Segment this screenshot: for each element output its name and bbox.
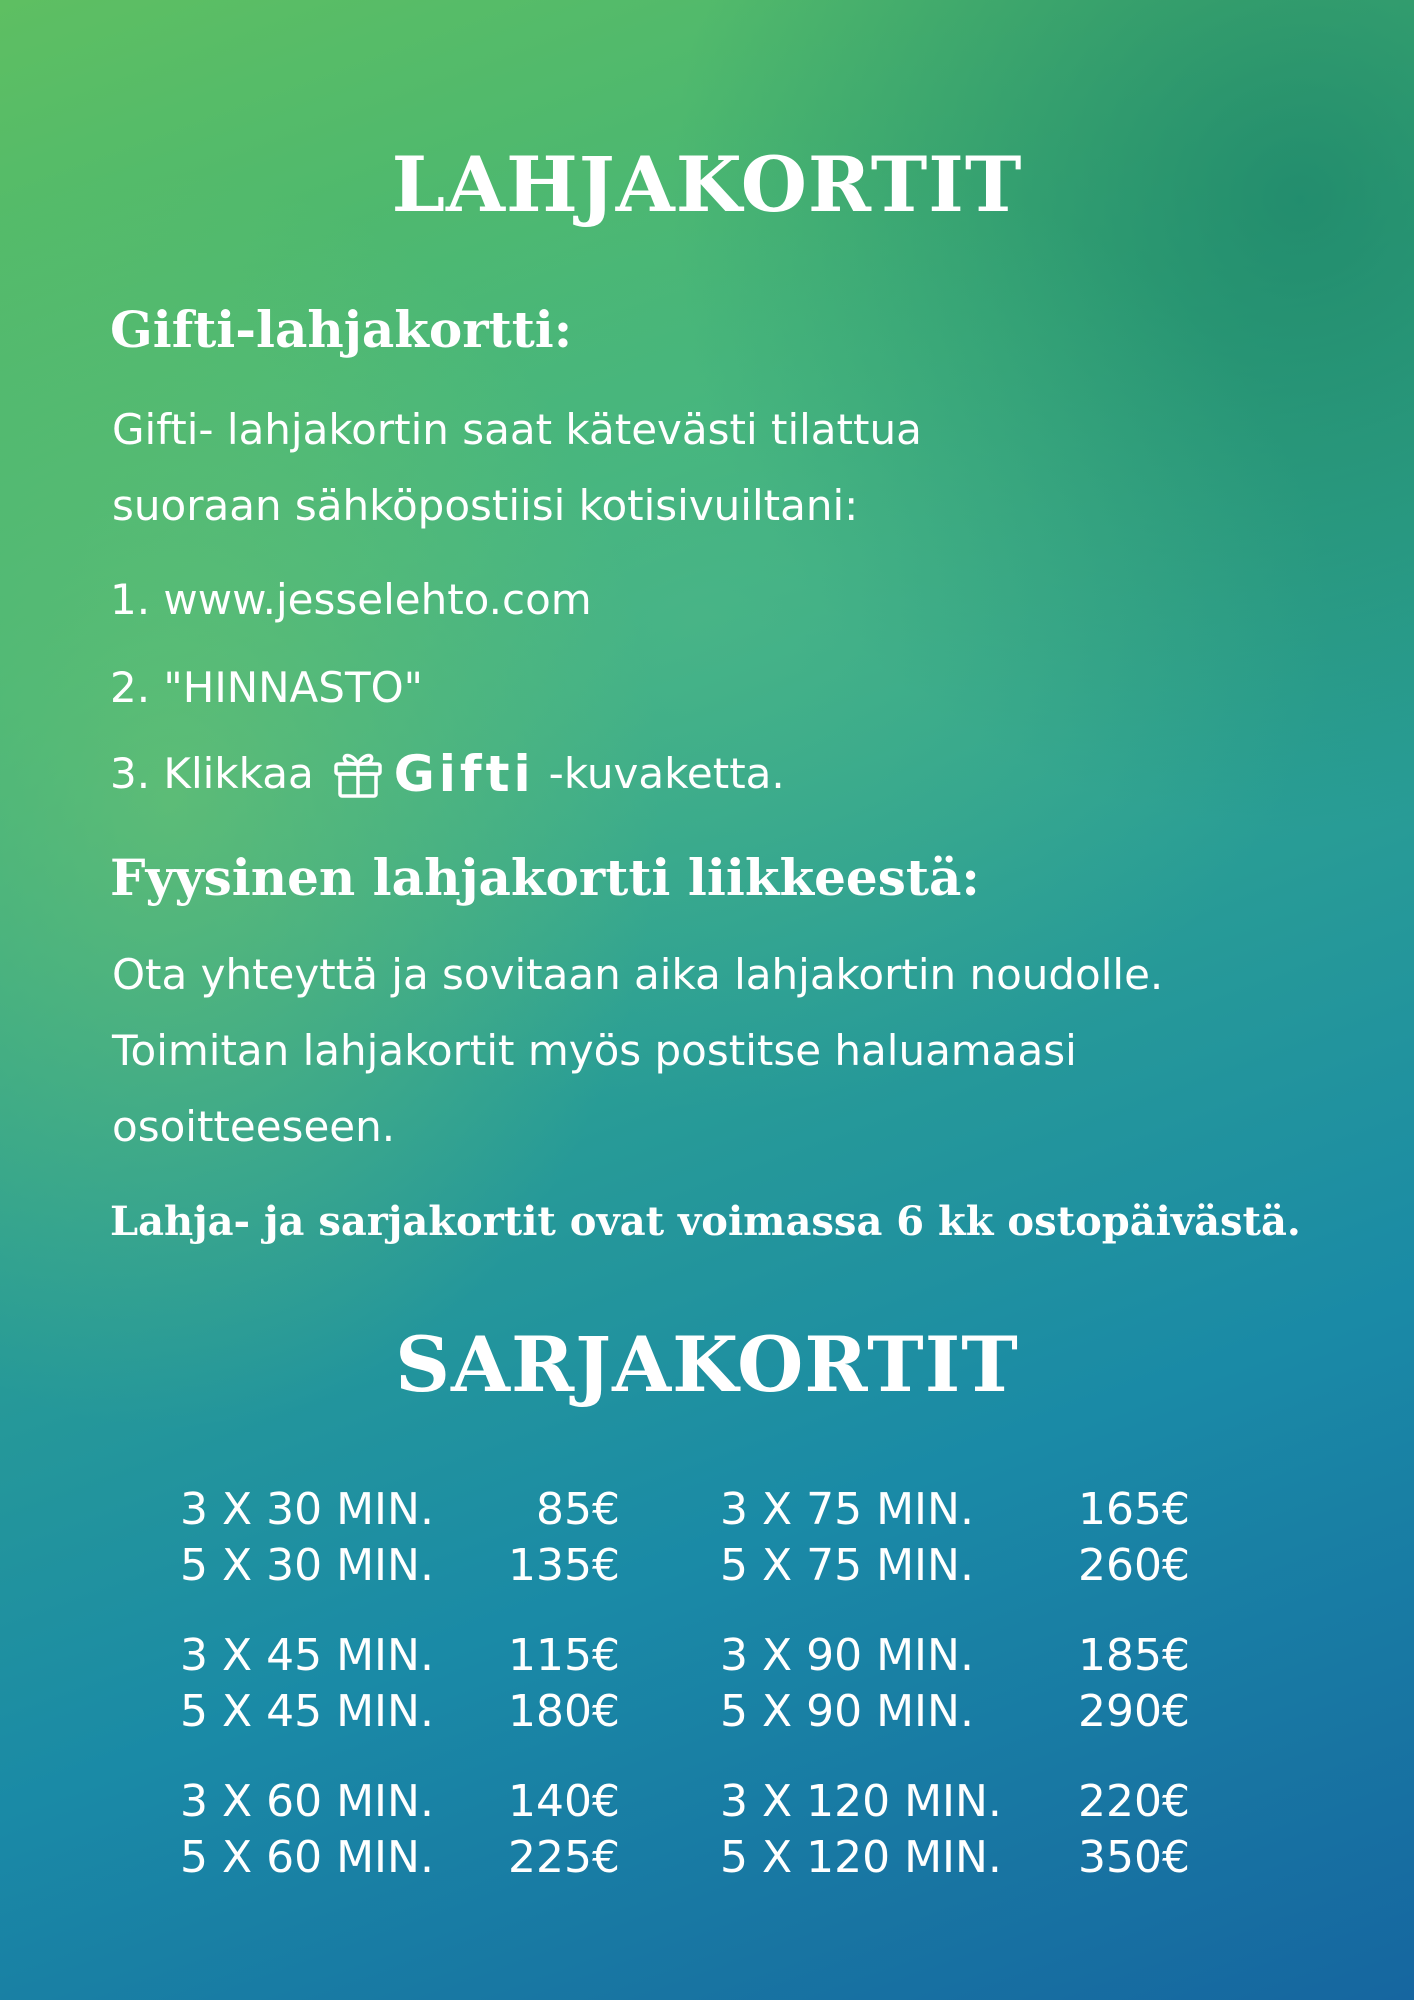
price-label: 3 X 30 MIN. — [180, 1484, 434, 1535]
validity-note: Lahja- ja sarjakortit ovat voimassa 6 kk ostopäivästä. — [110, 1198, 1301, 1245]
step-2-text: 2. "HINNASTO" — [110, 663, 423, 712]
gifti-intro-line2: suoraan sähköpostiisi kotisivuiltani: — [112, 481, 859, 530]
price-group — [180, 1482, 1260, 1594]
price-table — [180, 1482, 1260, 1920]
price-label: 3 X 45 MIN. — [180, 1630, 434, 1681]
price-label: 5 X 45 MIN. — [180, 1686, 434, 1737]
price-row — [180, 1482, 1260, 1538]
step-3-after: -kuvaketta. — [548, 749, 785, 798]
price-label: 5 X 60 MIN. — [180, 1832, 434, 1883]
price-value: 185€ — [1078, 1630, 1190, 1681]
step-3 — [110, 744, 785, 804]
step-2 — [110, 658, 423, 718]
gift-box-icon — [332, 748, 384, 800]
step-3-before: 3. Klikkaa — [110, 749, 314, 798]
physical-line3: osoitteeseen. — [112, 1102, 396, 1151]
price-label: 5 X 120 MIN. — [720, 1832, 1002, 1883]
price-value: 225€ — [508, 1832, 620, 1883]
physical-text — [112, 937, 1362, 1165]
price-value: 290€ — [1078, 1686, 1190, 1737]
price-value: 165€ — [1078, 1484, 1190, 1535]
step-1 — [110, 570, 592, 630]
price-value: 180€ — [508, 1686, 620, 1737]
series-title: SARJAKORTIT — [395, 1320, 1019, 1409]
gifti-heading: Gifti-lahjakortti: — [110, 300, 573, 359]
price-value: 140€ — [508, 1776, 620, 1827]
price-value: 115€ — [508, 1630, 620, 1681]
physical-heading: Fyysinen lahjakortti liikkeestä: — [110, 848, 980, 907]
price-value: 260€ — [1078, 1540, 1190, 1591]
price-label: 5 X 30 MIN. — [180, 1540, 434, 1591]
price-row — [180, 1830, 1260, 1886]
page-title: LAHJAKORTIT — [391, 140, 1023, 229]
price-value: 85€ — [536, 1484, 620, 1535]
price-value: 220€ — [1078, 1776, 1190, 1827]
price-label: 5 X 90 MIN. — [720, 1686, 974, 1737]
price-label: 3 X 120 MIN. — [720, 1776, 1002, 1827]
price-label: 5 X 75 MIN. — [720, 1540, 974, 1591]
price-row — [180, 1628, 1260, 1684]
step-1-text: 1. www.jesselehto.com — [110, 575, 592, 624]
price-label: 3 X 90 MIN. — [720, 1630, 974, 1681]
price-row — [180, 1774, 1260, 1830]
price-row — [180, 1684, 1260, 1740]
gifti-logo — [332, 744, 535, 804]
gifti-logo-text: Gifti — [393, 745, 535, 803]
price-group — [180, 1628, 1260, 1740]
physical-line2: Toimitan lahjakortit myös postitse haluamaasi — [112, 1026, 1077, 1075]
price-label: 3 X 60 MIN. — [180, 1776, 434, 1827]
physical-line1: Ota yhteyttä ja sovitaan aika lahjakortin noudolle. — [112, 950, 1164, 999]
price-label: 3 X 75 MIN. — [720, 1484, 974, 1535]
price-value: 135€ — [508, 1540, 620, 1591]
price-group — [180, 1774, 1260, 1886]
price-row — [180, 1538, 1260, 1594]
gifti-intro-line1: Gifti- lahjakortin saat kätevästi tilattua — [112, 405, 922, 454]
price-value: 350€ — [1078, 1832, 1190, 1883]
gifti-intro — [112, 392, 1362, 544]
